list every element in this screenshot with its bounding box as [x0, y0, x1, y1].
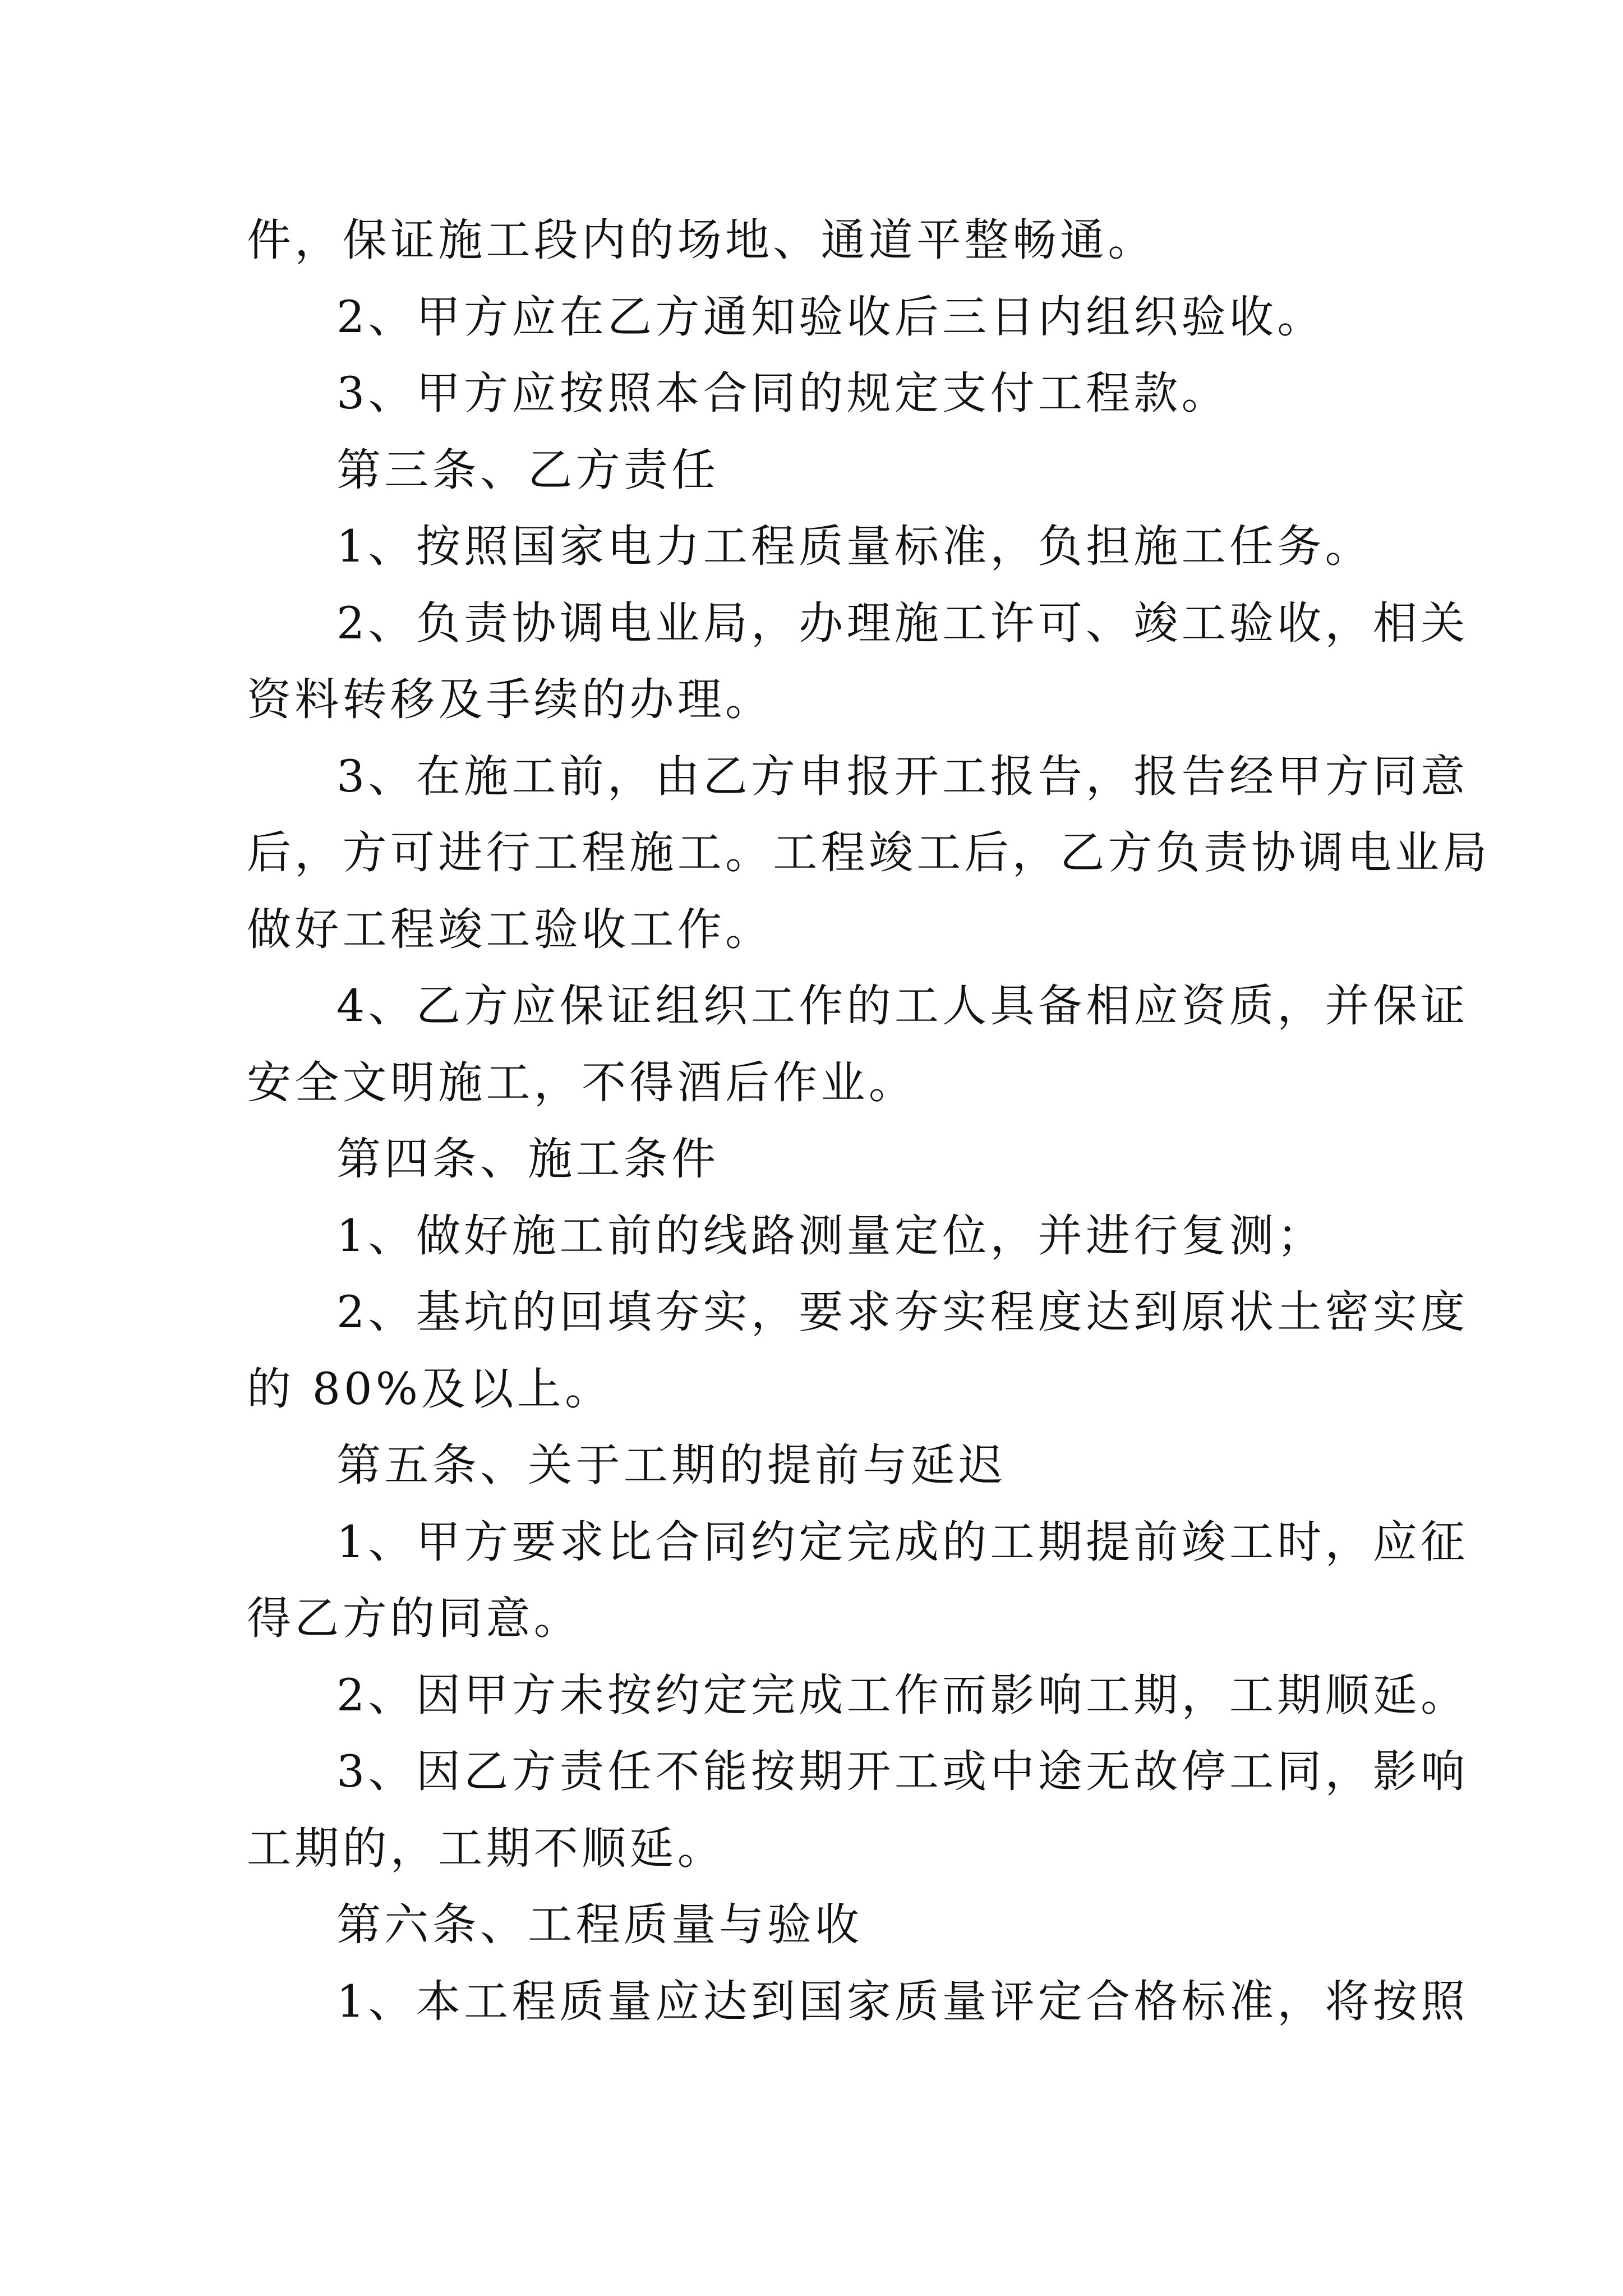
text-line: 件，保证施工段内的场地、通道平整畅通。: [247, 214, 1156, 266]
text-line: 后，方可进行工程施工。工程竣工后，乙方负责协调电业局: [247, 827, 1491, 878]
text-line: 4、乙方应保证组织工作的工人具备相应资质，并保证: [336, 980, 1469, 1032]
text-line: 3、在施工前，由乙方申报开工报告，报告经甲方同意: [336, 750, 1469, 802]
text-line: 工期的，工期不顺延。: [247, 1822, 725, 1874]
section-heading: 第六条、工程质量与验收: [336, 1899, 863, 1950]
text-line: 1、本工程质量应达到国家质量评定合格标准，将按照: [336, 1975, 1469, 2027]
text-line: 得乙方的同意。: [247, 1593, 582, 1644]
text-line: 2、基坑的回填夯实，要求夯实程度达到原状土密实度: [336, 1286, 1469, 1338]
text-line: 3、甲方应按照本合同的规定支付工程款。: [336, 367, 1229, 419]
document-body: [247, 202, 1491, 2040]
text-line: 2、因甲方未按约定完成工作而影响工期，工期顺延。: [336, 1669, 1469, 1721]
text-line: 3、因乙方责任不能按期开工或中途无故停工同，影响: [336, 1746, 1469, 1797]
section-heading: 第五条、关于工期的提前与延迟: [336, 1439, 1007, 1491]
text-line: 2、甲方应在乙方通知验收后三日内组织验收。: [336, 291, 1325, 343]
text-line: 1、按照国家电力工程质量标准，负担施工任务。: [336, 521, 1373, 572]
section-heading: 第三条、乙方责任: [336, 444, 720, 496]
text-line: 1、甲方要求比合同约定完成的工期提前竣工时，应征: [336, 1516, 1469, 1568]
text-line: 安全文明施工，不得酒后作业。: [247, 1056, 917, 1108]
text-line: 2、负责协调电业局，办理施工许可、竣工验收，相关: [336, 597, 1469, 649]
text-line: 1、做好施工前的线路测量定位，并进行复测；: [336, 1209, 1325, 1262]
text-line: 做好工程竣工验收工作。: [247, 903, 773, 955]
section-heading: 第四条、施工条件: [336, 1133, 720, 1185]
text-line: 资料转移及手续的办理。: [247, 674, 773, 725]
text-line: 的 80%及以上。: [247, 1363, 613, 1415]
